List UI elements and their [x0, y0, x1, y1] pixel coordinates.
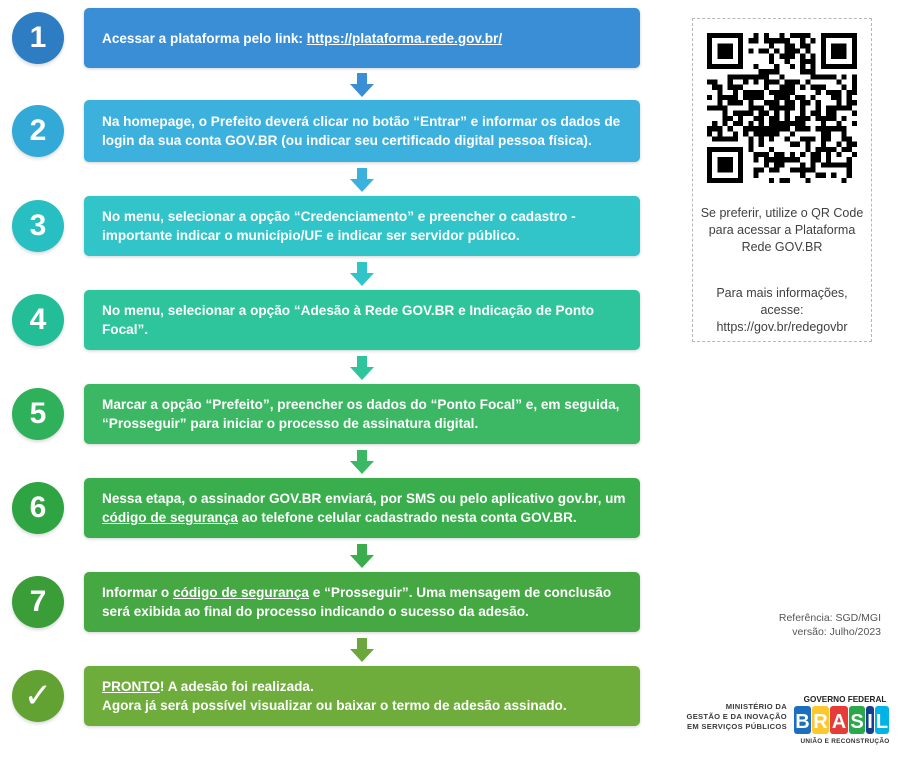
gov-slogan: UNIÃO E RECONSTRUÇÃO [800, 738, 890, 745]
step-text: Informar o código de segurança e “Prosseguir”. Uma mensagem de conclusão será exibida ao final do processo indicando o sucesso da adesão. [102, 585, 612, 619]
step-box-1 [84, 8, 640, 68]
brasil-logo [794, 704, 898, 736]
step-box-7 [84, 572, 640, 632]
step-text: No menu, selecionar a opção “Adesão à Rede GOV.BR e Indicação de Ponto Focal”. [102, 303, 595, 337]
svg-text:B: B [795, 711, 810, 733]
step-box-3 [84, 196, 640, 256]
reference-note [779, 611, 881, 639]
step-number-6: 6 [12, 482, 64, 534]
step-text: Acessar a plataforma pelo link: https://plataforma.rede.gov.br/ [102, 30, 503, 46]
ministry-line-1: MINISTÉRIO DA [725, 702, 787, 711]
svg-text:I: I [867, 711, 873, 733]
step-text: Marcar a opção “Prefeito”, preencher os dados do “Ponto Focal” e, em seguida, “Prosseguir” para iniciar o processo de assinatura digital. [102, 397, 620, 431]
step-box-6 [84, 478, 640, 538]
ministry-line-3: EM SERVIÇOS PÚBLICOS [687, 722, 787, 731]
qr-code-icon [707, 33, 857, 183]
version-line: versão: Julho/2023 [792, 626, 881, 638]
step-text: Na homepage, o Prefeito deverá clicar no botão “Entrar” e informar os dados de login da sua conta GOV.BR (ou indicar seu certificado digital pessoa física). [102, 114, 621, 148]
ministry-line-2: GESTÃO E DA INOVAÇÃO [686, 712, 787, 721]
step-box-2 [84, 100, 640, 162]
down-arrow-icon [350, 450, 374, 474]
reference-line: Referência: SGD/MGI [778, 612, 881, 624]
step-number-3: 3 [12, 200, 64, 252]
more-info-text: Para mais informações, acesse: https://gov.br/redegovbr [716, 286, 848, 334]
governo-federal-label: GOVERNO FEDERAL [803, 695, 887, 704]
qr-instruction-text: Se preferir, utilize o QR Code para acessar a Plataforma Rede GOV.BR [700, 206, 864, 254]
step-text: Nessa etapa, o assinador GOV.BR enviará, por SMS ou pelo aplicativo gov.br, um código de segurança ao telefone celular cadastrado nesta conta GOV.BR. [102, 491, 626, 525]
down-arrow-icon [350, 356, 374, 380]
step-text: No menu, selecionar a opção “Credenciamento” e preencher o cadastro - importante indicar o município/UF e indicar ser servidor público. [102, 209, 576, 243]
down-arrow-icon [350, 73, 374, 97]
svg-text:A: A [831, 711, 847, 733]
step-number-7: 7 [12, 576, 64, 628]
down-arrow-icon [350, 168, 374, 192]
step-text: PRONTO! A adesão foi realizada. Agora já será possível visualizar ou baixar o termo de adesão assinado. [102, 679, 567, 713]
svg-text:R: R [813, 711, 828, 733]
qr-panel [692, 18, 872, 342]
step-number-1: 1 [12, 12, 64, 64]
down-arrow-icon [350, 638, 374, 662]
ministry-name [665, 702, 787, 732]
step-number-5: 5 [12, 388, 64, 440]
svg-text:L: L [875, 711, 889, 733]
step-box-5 [84, 384, 640, 444]
down-arrow-icon [350, 262, 374, 286]
step-box-4 [84, 290, 640, 350]
step-number-8: ✓ [12, 670, 64, 722]
step-box-8 [84, 666, 640, 726]
step-number-2: 2 [12, 105, 64, 157]
step-number-4: 4 [12, 294, 64, 346]
down-arrow-icon [350, 544, 374, 568]
svg-text:S: S [850, 711, 864, 733]
